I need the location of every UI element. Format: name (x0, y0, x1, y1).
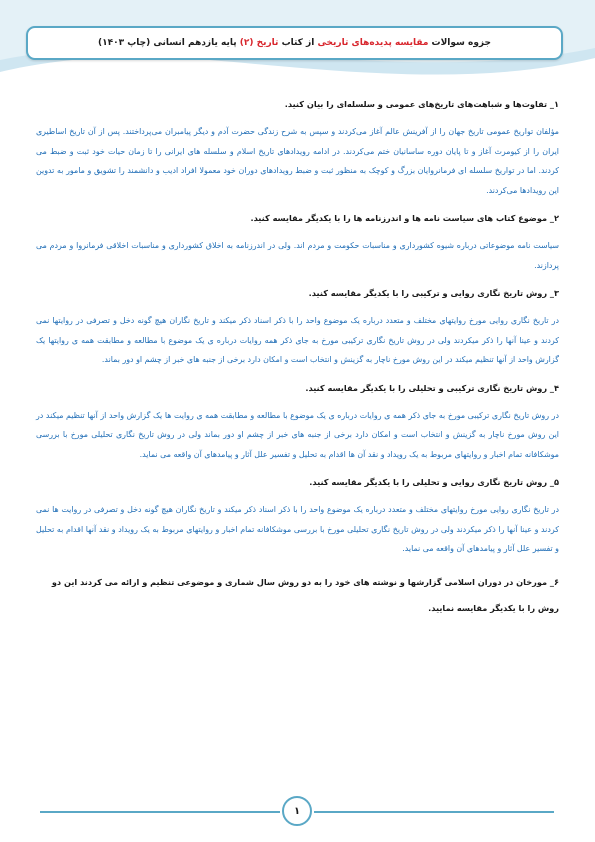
question-block (36, 380, 559, 465)
page-number: ۱ (282, 796, 312, 826)
question-text: ۶_ مورخان در دوران اسلامی گزارشها و نوشته های خود را به دو روش سال شماری و موضوعی تنظیم و ارائه می کردند این دو روش را با یکدیگر مقایسه نمایید. (51, 576, 559, 613)
questions-list (36, 88, 559, 621)
title-part-3: از کتاب (281, 38, 315, 48)
answer-text: در تاریخ نگاری روایی مورخ روایتهای مختلف و متعدد درباره یک موضوع واحد را با ذکر اسناد ذکر میکند و تاریخ نگاران هیچ گونه دخل و تصرفی در روایت ها نمی کردند و عینا آنها را ذکر میکردند ولی در روش تاریخ نگاری تحلیلی مورخ با بررسی موشکافانه تمام اخبار و روایتهای مربوط به یک رویداد و نقد آنها اقدام به تحلیل و تفسیر علل آثار و پیامدهای آن واقعه می نماید. (36, 505, 559, 553)
title-highlight-book: تاریخ (۲) (239, 38, 279, 48)
question-block (36, 210, 559, 275)
title-part-1: جزوه سوالات (431, 38, 491, 48)
title-highlight-subject: مقایسه پدیده‌های تاریخی (317, 38, 429, 48)
answer-text: سیاست نامه موضوعاتی درباره شیوه کشورداری و مناسبات حکومت و مردم اند. ولی در اندرزنامه به اخلاق کشورداری و مناسبات اخلاقی فرمانروا و مردم می پردازند. (36, 241, 559, 270)
question-text: ۲_ موضوع کتاب های سیاست نامه ها و اندرزنامه ها را با یکدیگر مقایسه کنید. (250, 213, 559, 223)
header-title (98, 38, 491, 48)
footer-line-left (40, 811, 280, 813)
question-text: ۴_ روش تاریخ نگاری ترکیبی و تحلیلی را با یکدیگر مقایسه کنید. (305, 382, 559, 393)
question-text: ۵_ روش تاریخ نگاری روایی و تحلیلی را با یکدیگر مقایسه کنید. (309, 477, 559, 487)
title-part-5: پایه یازدهم انسانی (چاپ ۱۴۰۳) (98, 38, 237, 48)
question-block (36, 96, 559, 200)
footer-line-right (314, 811, 554, 813)
question-block (36, 569, 559, 621)
question-text: ۱_ تفاوت‌ها و شباهت‌های تاریخ‌های عمومی و سلسله‌ای را بیان کنید. (284, 99, 559, 109)
question-block (36, 285, 559, 370)
answer-text: در روش تاریخ نگاری ترکیبی مورخ به جای ذکر همه ی روایات درباره ی یک موضوع با مطالعه و مطابقت همه ی روایت ها یک گزارش واحد از آنها تنظیم میکند در این روش مورخ ناچار به گزینش و انتخاب است و امکان دارد برخی از جنبه های خبر از چشم او دور بماند ولی در روش تاریخ نگاری تحلیلی مورخ با بررسی موشکافانه تمام اخبار و روایتهای مربوط به یک رویداد و نقد آن ها اقدام به تحلیل و تفسیر علل آثار و پیامدهای آن واقعه می نماید. (36, 410, 559, 459)
answer-text: مؤلفان تواریخ عمومی تاریخ جهان را از آفرینش عالم آغاز می‌کردند و سپس به شرح زندگی حضرت آدم و دیگر پیامبران می‌پرداختند. پس از آن تاریخ اساطیری ایران را از کیومرث آغاز و تا پایان دوره ساسانیان ختم می‌کردند. در ادامه رویدادهای تاریخ اسلام و سلسله های ایرانی را تا زمان حیات خود ثبت و ضبط می کردند. اما در تواریخ سلسله ای فرمانروایان بزرگ و کوچک به منظور ثبت و ضبط رویدادهای دوران خود معمولا افراد ادیب و دانشمند را تشویق و مامور به تدوین این رویدادها می‌کردند. (36, 127, 559, 195)
header-title-box (26, 26, 563, 60)
question-block (36, 474, 559, 559)
answer-text: در تاریخ نگاری روایی مورخ روایتهای مختلف و متعدد درباره یک موضوع واحد را با ذکر اسناد ذکر میکند و تاریخ نگاران هیچ گونه دخل و تصرفی در روایتها نمی کردند و عینا آنها را ذکر میکردند ولی در روش تاریخ نگاری ترکیبی مورخ به جای ذکر همه روایات درباره ی یک موضوع با مطالعه و مطابقت همه ی روایتها یک گزارش واحد از آنها تنظیم میکند در این روش مورخ ناچار به گزینش و انتخاب است و امکان دارد برخی از جنبه های خبر از چشم او دور بماند. (36, 316, 559, 364)
question-text: ۳_ روش تاریخ نگاری روایی و ترکیبی را با یکدیگر مقایسه کنید. (308, 288, 559, 298)
